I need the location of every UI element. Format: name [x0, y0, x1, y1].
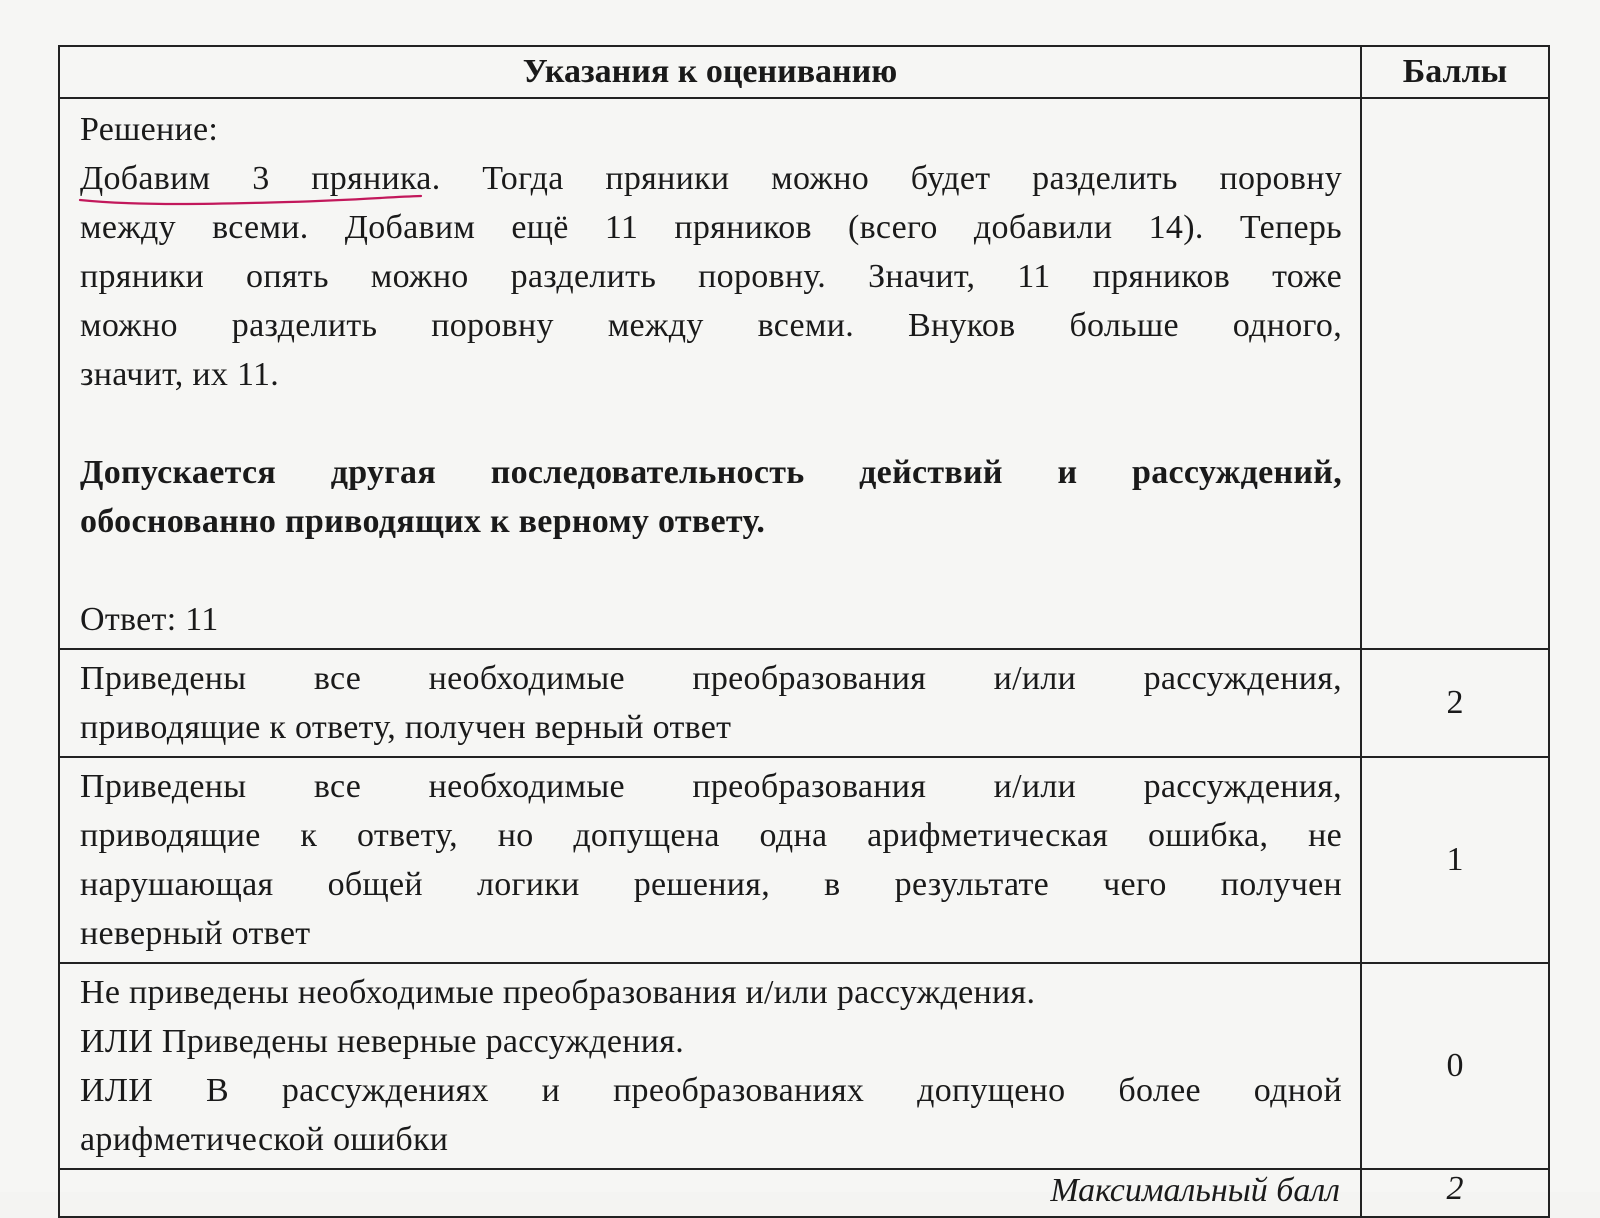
max-score-value: 2 [1361, 1169, 1549, 1217]
points-column-header: Баллы [1361, 46, 1549, 98]
solution-line: значит, их 11. [80, 356, 280, 393]
grading-table [58, 45, 1550, 1218]
criterion-line: приводящие к ответу, но допущена одна арифметическая ошибка, не [80, 817, 1342, 854]
criterion-line: Приведены все необходимые преобразования и/или рассуждения, [80, 660, 1342, 697]
solution-line: Добавим 3 пряника. Тогда пряники можно будет разделить поровну [80, 160, 1342, 197]
solution-cell [59, 98, 1361, 649]
criterion-line: приводящие к ответу, получен верный ответ [80, 709, 732, 746]
criterion-line: Приведены все необходимые преобразования и/или рассуждения, [80, 768, 1342, 805]
solution-points-cell [1361, 98, 1549, 649]
solution-line: можно разделить поровну между всеми. Внуков больше одного, [80, 307, 1342, 344]
note-line: обоснованно приводящих к верному ответу. [80, 503, 766, 540]
max-score-row [59, 1169, 1549, 1217]
solution-line: между всеми. Добавим ещё 11 пряников (всего добавили 14). Теперь [80, 209, 1342, 246]
criterion-text-cell [59, 757, 1361, 963]
max-score-label: Максимальный балл [59, 1169, 1361, 1217]
criterion-row [59, 963, 1549, 1169]
solution-line: пряники опять можно разделить поровну. Значит, 11 пряников тоже [80, 258, 1342, 295]
criterion-row [59, 757, 1549, 963]
header-row [59, 46, 1549, 98]
criterion-line: Не приведены необходимые преобразования и/или рассуждения. [80, 974, 1036, 1011]
solution-row [59, 98, 1549, 649]
note-line: Допускается другая последовательность действий и рассуждений, [80, 454, 1342, 491]
criterion-line: арифметической ошибки [80, 1121, 449, 1158]
criterion-line: неверный ответ [80, 915, 311, 952]
solution-label: Решение: [80, 111, 219, 148]
criteria-column-header: Указания к оцениванию [59, 46, 1361, 98]
criterion-text-cell [59, 963, 1361, 1169]
criterion-line: ИЛИ В рассуждениях и преобразованиях допущено более одной [80, 1072, 1342, 1109]
criterion-points: 1 [1361, 757, 1549, 963]
criterion-text-cell [59, 649, 1361, 757]
criterion-points: 0 [1361, 963, 1549, 1169]
criterion-row [59, 649, 1549, 757]
answer-line: Ответ: 11 [80, 601, 219, 638]
criterion-points: 2 [1361, 649, 1549, 757]
pen-underline-mark [78, 194, 423, 208]
criterion-line: ИЛИ Приведены неверные рассуждения. [80, 1023, 684, 1060]
criterion-line: нарушающая общей логики решения, в результате чего получен [80, 866, 1342, 903]
